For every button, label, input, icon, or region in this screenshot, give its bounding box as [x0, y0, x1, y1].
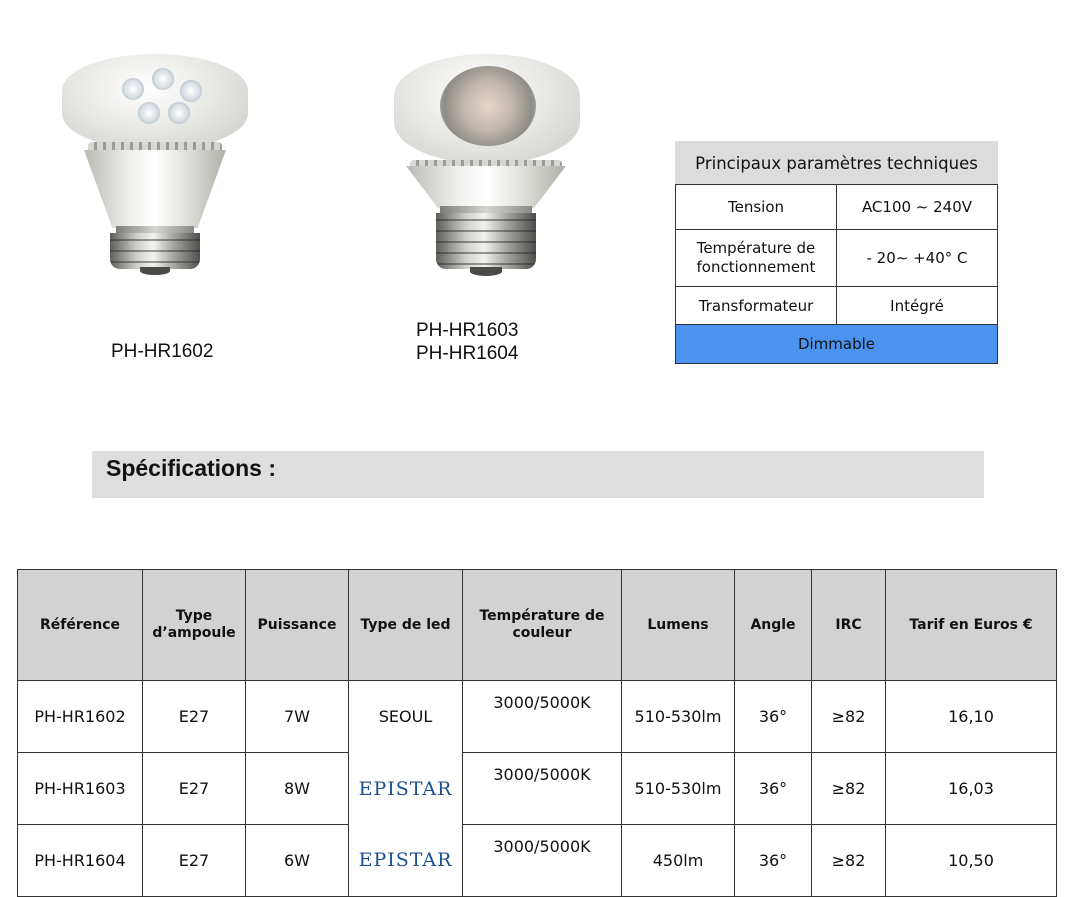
- column-header: Type de led: [349, 570, 463, 681]
- cell-price: 16,10: [886, 681, 1057, 753]
- cell-reference: PH-HR1603: [18, 753, 143, 825]
- cell-bulb-type: E27: [143, 825, 246, 897]
- table-row: [18, 753, 1057, 825]
- column-header: Lumens: [622, 570, 735, 681]
- cell-color-temperature: 3000/5000K: [463, 825, 622, 897]
- params-label: Température de fonctionnement: [676, 230, 837, 287]
- column-header: Puissance: [246, 570, 349, 681]
- cell-power: 8W: [246, 753, 349, 825]
- cell-angle: 36°: [735, 753, 812, 825]
- cell-bulb-type: E27: [143, 681, 246, 753]
- column-header: Type d’ampoule: [143, 570, 246, 681]
- cell-irc: ≥82: [812, 825, 886, 897]
- params-value: AC100 ∼ 240V: [837, 185, 998, 230]
- params-label: Transformateur: [676, 287, 837, 325]
- params-title: Principaux paramètres techniques: [676, 142, 998, 185]
- column-header: IRC: [812, 570, 886, 681]
- cell-lumens: 510-530lm: [622, 753, 735, 825]
- epistar-logo: EPISTAR: [358, 849, 453, 872]
- params-value: Intégré: [837, 287, 998, 325]
- column-header: Température de couleur: [463, 570, 622, 681]
- product-photo-ph-hr1602: [60, 50, 250, 275]
- cell-bulb-type: E27: [143, 753, 246, 825]
- params-row: [676, 287, 998, 325]
- dimmable-label: Dimmable: [676, 325, 998, 364]
- table-row: [18, 825, 1057, 897]
- cell-reference: PH-HR1604: [18, 825, 143, 897]
- column-header: Référence: [18, 570, 143, 681]
- section-header: [92, 451, 984, 498]
- params-footer-row: [676, 325, 998, 364]
- epistar-logo: EPISTAR: [358, 777, 453, 800]
- cell-reference: PH-HR1602: [18, 681, 143, 753]
- cell-power: 6W: [246, 825, 349, 897]
- cell-lumens: 510-530lm: [622, 681, 735, 753]
- table-row: [18, 681, 1057, 753]
- caption-line: PH-HR1604: [416, 343, 519, 364]
- params-row: [676, 230, 998, 287]
- cell-price: 10,50: [886, 825, 1057, 897]
- column-header: Tarif en Euros €: [886, 570, 1057, 681]
- cell-irc: ≥82: [812, 753, 886, 825]
- cell-irc: ≥82: [812, 681, 886, 753]
- product-photo-ph-hr1603-ph-hr1604: [388, 48, 583, 276]
- cell-color-temperature: 3000/5000K: [463, 681, 622, 753]
- caption-line: PH-HR1603: [416, 320, 519, 341]
- technical-parameters-table: [675, 141, 998, 364]
- cell-price: 16,03: [886, 753, 1057, 825]
- cell-angle: 36°: [735, 825, 812, 897]
- cell-lumens: 450lm: [622, 825, 735, 897]
- cell-led-type: [349, 753, 463, 825]
- params-label: Tension: [676, 185, 837, 230]
- specifications-table: [17, 569, 1057, 897]
- cell-led-type: SEOUL: [349, 681, 463, 753]
- params-row: [676, 185, 998, 230]
- table-header-row: [18, 570, 1057, 681]
- cell-led-type: [349, 825, 463, 897]
- column-header: Angle: [735, 570, 812, 681]
- cell-power: 7W: [246, 681, 349, 753]
- cell-angle: 36°: [735, 681, 812, 753]
- product-caption: [416, 319, 518, 365]
- section-title: Spécifications :: [106, 455, 276, 481]
- params-value: - 20∼ +40° C: [837, 230, 998, 287]
- caption-line: PH-HR1602: [111, 341, 214, 362]
- cell-color-temperature: 3000/5000K: [463, 753, 622, 825]
- product-caption: [111, 341, 213, 363]
